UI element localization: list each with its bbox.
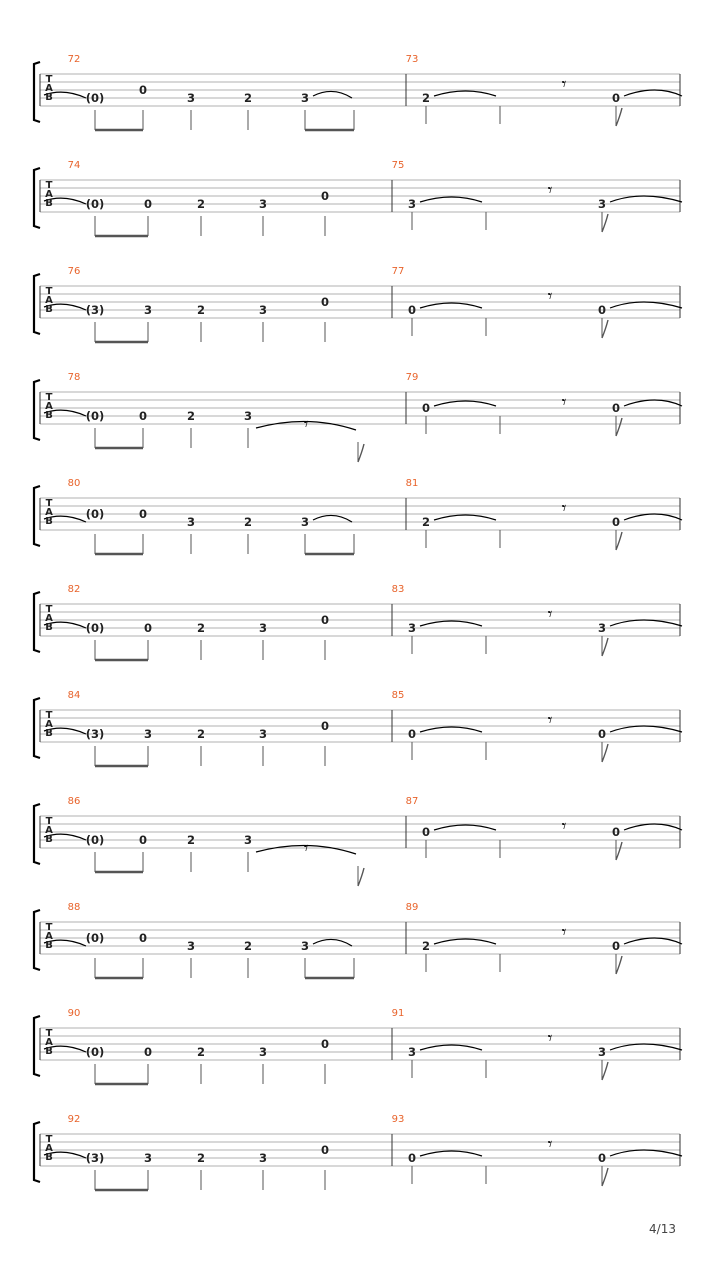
tab-clef-letter: A [45,931,53,942]
tab-clef-letter: T [45,1028,53,1039]
measure-number: 88 [67,902,81,913]
tab-clef-letter: A [45,507,53,518]
tab-clef-letter: B [45,410,53,421]
tab-note: 2 [196,1151,206,1165]
tie [610,1044,682,1050]
system-bracket [34,274,40,334]
tab-note: 0 [320,613,330,627]
tab-note: 0 [143,197,153,211]
tab-clef-letter: A [45,1143,53,1154]
page-number: 4/13 [649,1222,676,1236]
tab-clef-letter: A [45,401,53,412]
tie [313,91,352,98]
tab-system [34,1016,682,1084]
tab-note: 0 [407,303,417,317]
measure-number: 79 [405,372,419,383]
tab-clef-letter: B [45,92,53,103]
tab-note: 0 [597,303,607,317]
tab-clef-letter: B [45,834,53,845]
tab-note: 2 [421,515,431,529]
measure-number: 89 [405,902,419,913]
eighth-rest: 𝄾 [547,180,553,201]
measure-number: 85 [391,690,405,701]
tab-note: 0 [138,931,148,945]
tab-note: 0 [320,189,330,203]
tab-clef-letter: B [45,1046,53,1057]
tab-clef-letter: B [45,516,53,527]
measure-number: 80 [67,478,81,489]
tab-clef-letter: B [45,1152,53,1163]
measure-number: 78 [67,372,81,383]
tab-note: 3 [243,409,253,423]
note-flag [602,638,608,656]
system-bracket [34,698,40,758]
tab-clef-letter: B [45,304,53,315]
measure-number: 87 [405,796,419,807]
system-bracket [34,1122,40,1182]
tab-clef-letter: B [45,940,53,951]
tab-clef-letter: B [45,728,53,739]
tab-note: 0 [320,719,330,733]
measure-number: 77 [391,266,405,277]
note-flag [358,868,364,886]
eighth-rest: 𝄾 [561,498,567,519]
eighth-rest: 𝄾 [547,286,553,307]
tab-system [34,804,682,886]
tab-system [34,1122,682,1190]
measure-number: 75 [391,160,405,171]
tab-note: (0) [85,507,105,521]
tab-note: 3 [300,515,310,529]
note-flag [602,214,608,232]
tab-note: (3) [85,727,105,741]
tab-clef-letter: A [45,719,53,730]
tab-note: 0 [138,833,148,847]
tie [420,621,482,626]
system-bracket [34,62,40,122]
tab-note: 3 [258,1045,268,1059]
tab-clef-letter: A [45,189,53,200]
eighth-rest: 𝄾 [561,922,567,943]
note-flag [616,418,622,436]
tie [420,727,482,732]
tab-note: (0) [85,833,105,847]
tab-note: 2 [196,621,206,635]
tie [434,939,496,944]
tab-note: 2 [186,409,196,423]
eighth-rest: 𝄾 [561,392,567,413]
tie [420,1151,482,1156]
measure-number: 84 [67,690,81,701]
tab-note: 0 [611,825,621,839]
tab-note: 3 [407,621,417,635]
tab-note: 0 [320,295,330,309]
tab-note: 0 [138,507,148,521]
system-bracket [34,1016,40,1076]
measure-number: 72 [67,54,81,65]
system-bracket [34,168,40,228]
note-flag [602,744,608,762]
tie [610,302,682,308]
tab-note: 0 [611,91,621,105]
tie [624,90,682,96]
tab-note: 0 [421,825,431,839]
tab-clef-letter: A [45,613,53,624]
tab-system [34,62,682,130]
tab-note: 2 [421,91,431,105]
tab-note: 0 [138,83,148,97]
eighth-rest: 𝄾 [547,1134,553,1155]
tab-note: (3) [85,303,105,317]
measure-number: 81 [405,478,419,489]
tab-note: 0 [407,727,417,741]
tie [610,196,682,202]
tab-system [34,486,682,554]
note-flag [358,444,364,462]
tab-note: 2 [196,197,206,211]
measure-number: 83 [391,584,405,595]
eighth-rest: 𝄾 [303,838,309,859]
system-bracket [34,910,40,970]
tab-note: 2 [196,1045,206,1059]
note-flag [602,1168,608,1186]
tab-note: 3 [143,727,153,741]
tie [313,515,352,522]
eighth-rest: 𝄾 [547,710,553,731]
tab-note: 0 [597,727,607,741]
tab-note: 0 [143,1045,153,1059]
tab-system [34,910,682,978]
eighth-rest: 𝄾 [561,74,567,95]
tie [624,824,682,830]
tab-system [34,592,682,660]
tab-note: 0 [407,1151,417,1165]
tab-note: 0 [611,515,621,529]
tab-note: 0 [143,621,153,635]
tab-clef-letter: T [45,922,53,933]
tab-note: 3 [186,91,196,105]
tie [610,726,682,732]
tab-note: 2 [196,303,206,317]
tie [313,939,352,946]
tab-system [34,274,682,342]
tab-note: (0) [85,91,105,105]
tab-note: (0) [85,409,105,423]
tab-note: (0) [85,197,105,211]
measure-number: 76 [67,266,81,277]
tab-clef-letter: T [45,286,53,297]
tie [624,400,682,406]
tie [434,825,496,830]
tab-note: 3 [258,197,268,211]
tie [624,938,682,944]
tab-note: 0 [597,1151,607,1165]
tab-note: 0 [611,401,621,415]
tab-system [34,168,682,236]
tie [434,91,496,96]
tie [610,1150,682,1156]
note-flag [616,532,622,550]
tab-note: 0 [421,401,431,415]
tie [434,515,496,520]
tab-note: 0 [320,1037,330,1051]
tab-note: 3 [258,727,268,741]
measure-number: 73 [405,54,419,65]
tab-note: 3 [258,303,268,317]
tab-note: 3 [300,91,310,105]
tab-clef-letter: A [45,1037,53,1048]
tie [420,303,482,308]
tab-note: 3 [186,939,196,953]
tab-clef-letter: T [45,1134,53,1145]
tab-note: (0) [85,931,105,945]
tab-clef-letter: T [45,604,53,615]
tab-note: 3 [300,939,310,953]
tab-clef-letter: A [45,295,53,306]
tab-clef-letter: B [45,198,53,209]
tab-clef-letter: T [45,816,53,827]
system-bracket [34,592,40,652]
tab-note: 2 [243,515,253,529]
tab-note: 2 [243,939,253,953]
tab-note: 3 [258,1151,268,1165]
tie [420,197,482,202]
tab-note: 0 [611,939,621,953]
tab-note: (0) [85,621,105,635]
tab-note: 3 [407,197,417,211]
tab-note: 3 [143,303,153,317]
measure-number: 91 [391,1008,405,1019]
tab-note: (3) [85,1151,105,1165]
tab-note: 3 [597,621,607,635]
tab-clef-letter: T [45,180,53,191]
tab-clef-letter: T [45,74,53,85]
tab-clef-letter: A [45,825,53,836]
note-flag [602,1062,608,1080]
eighth-rest: 𝄾 [303,414,309,435]
tab-note: 2 [421,939,431,953]
eighth-rest: 𝄾 [561,816,567,837]
tab-clef-letter: T [45,710,53,721]
system-bracket [34,380,40,440]
tab-clef-letter: T [45,498,53,509]
system-bracket [34,804,40,864]
tab-clef-letter: A [45,83,53,94]
system-bracket [34,486,40,546]
eighth-rest: 𝄾 [547,1028,553,1049]
note-flag [602,320,608,338]
tab-note: 3 [243,833,253,847]
measure-number: 82 [67,584,81,595]
tab-note: 3 [186,515,196,529]
tab-note: (0) [85,1045,105,1059]
measure-number: 74 [67,160,81,171]
eighth-rest: 𝄾 [547,604,553,625]
tab-note: 2 [196,727,206,741]
tab-note: 3 [143,1151,153,1165]
tab-note: 3 [407,1045,417,1059]
tie [434,401,496,406]
tie [610,620,682,626]
tab-note: 3 [258,621,268,635]
note-flag [616,956,622,974]
tab-clef-letter: B [45,622,53,633]
measure-number: 93 [391,1114,405,1125]
measure-number: 90 [67,1008,81,1019]
note-flag [616,108,622,126]
tie [420,1045,482,1050]
tab-note: 3 [597,1045,607,1059]
measure-number: 86 [67,796,81,807]
tab-note: 0 [320,1143,330,1157]
note-flag [616,842,622,860]
tab-system [34,380,682,462]
tab-system [34,698,682,766]
measure-number: 92 [67,1114,81,1125]
tab-note: 2 [186,833,196,847]
tab-note: 3 [597,197,607,211]
tab-note: 2 [243,91,253,105]
tab-clef-letter: T [45,392,53,403]
tie [624,514,682,520]
tab-note: 0 [138,409,148,423]
